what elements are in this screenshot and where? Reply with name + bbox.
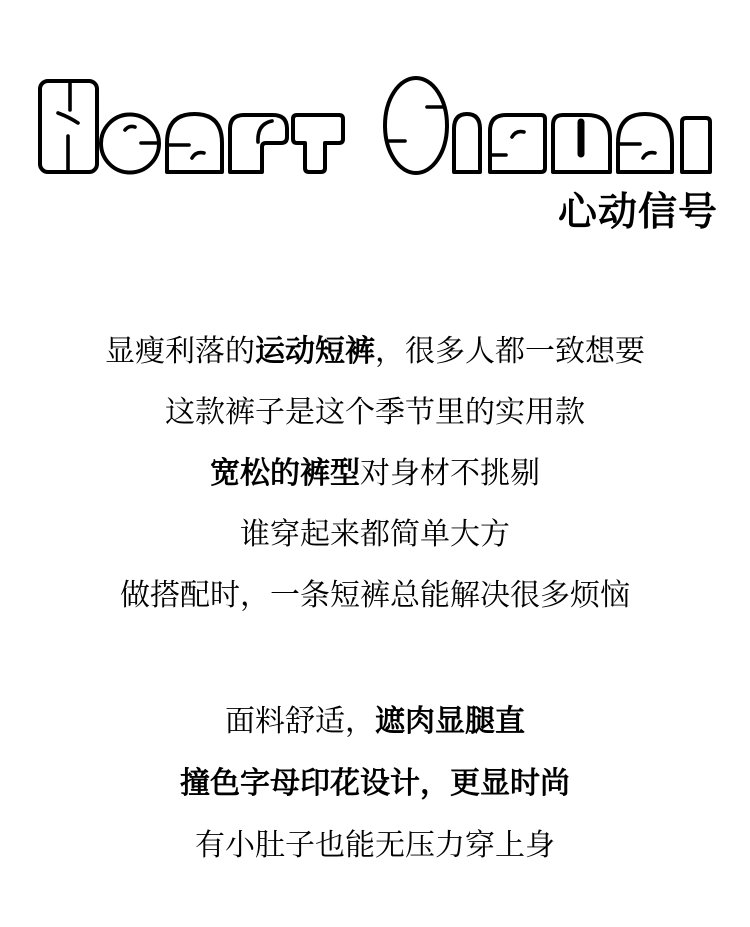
description-line-1: [0, 336, 750, 368]
logo-letter-g: [490, 115, 545, 172]
description-line-5: [0, 580, 750, 612]
description-line-4: [0, 519, 750, 551]
heart-signal-logo: [35, 58, 715, 183]
logo-letter-i: [454, 114, 480, 172]
logo-letter-e: [101, 115, 159, 173]
text-segment: 谁穿起来都简单大方: [240, 518, 510, 551]
text-segment: 做搭配时，一条短裤总能解决很多烦恼: [120, 579, 630, 612]
description-line-6: [0, 706, 750, 738]
text-segment-bold: 运动短裤: [255, 335, 375, 368]
text-segment: 有小肚子也能无压力穿上身: [195, 829, 555, 862]
description-line-2: [0, 397, 750, 429]
text-segment-bold: 遮肉显腿直: [375, 705, 525, 738]
logo-letter-r: [230, 115, 287, 172]
logo-subtitle-chinese: 心动信号: [557, 191, 718, 234]
text-segment: 对身材不挑剔: [360, 457, 540, 490]
description-line-8: [0, 830, 750, 862]
text-segment-bold: 撞色字母印花设计，更显时尚: [180, 767, 570, 800]
text-segment-bold: 宽松的裤型: [210, 457, 360, 490]
text-segment: 这款裤子是这个季节里的实用款: [165, 396, 585, 429]
logo-letter-n: [553, 115, 610, 172]
logo-letter-a2: [618, 114, 672, 172]
logo-letter-h: [40, 81, 97, 172]
logo-letter-s: [385, 78, 447, 173]
logo-letter-l: [682, 118, 710, 172]
text-segment: ，很多人都一致想要: [375, 335, 645, 368]
description-line-3: [0, 458, 750, 490]
description-line-7: [0, 768, 750, 800]
logo-letter-a1: [167, 114, 222, 172]
text-segment: 面料舒适，: [225, 705, 375, 738]
logo-letter-t: [293, 115, 343, 172]
text-segment: 显瘦利落的: [105, 335, 255, 368]
